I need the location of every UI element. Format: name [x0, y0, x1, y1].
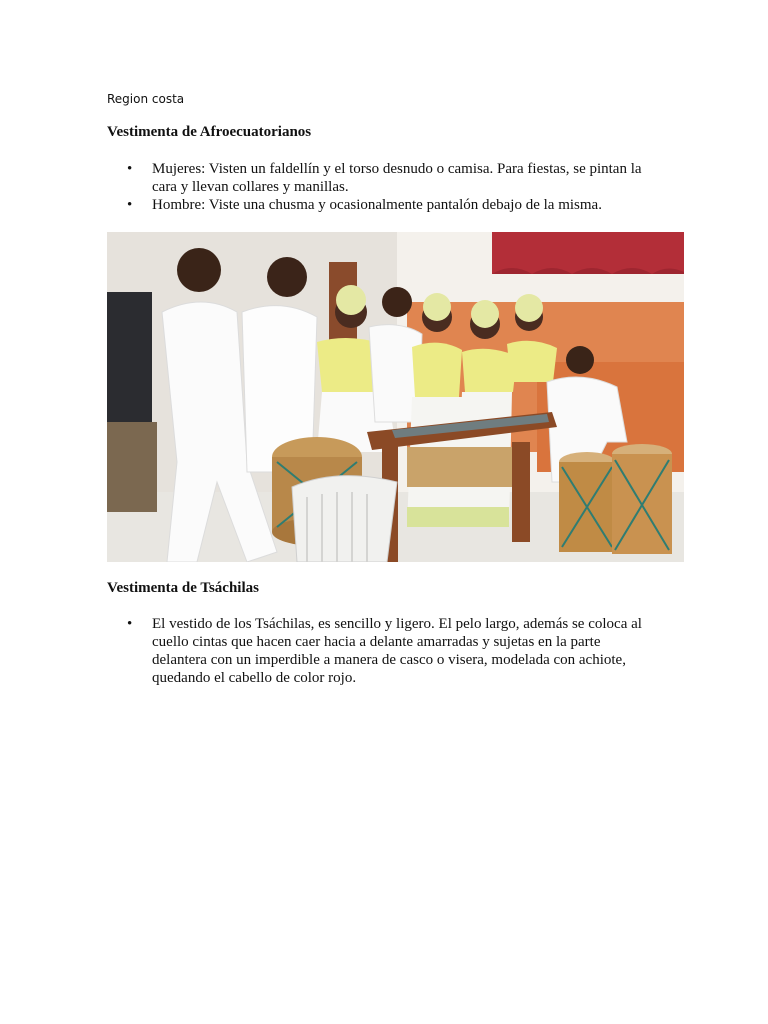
- section-heading-tsachilas: Vestimenta de Tsáchilas: [107, 580, 259, 596]
- afroecuatorianos-bullet-list: [107, 160, 647, 214]
- bullet-hombre: • Hombre: Viste una chusma y ocasionalmente pantalón debajo de la misma.: [107, 196, 647, 214]
- section-heading-afroecuatorianos: Vestimenta de Afroecuatorianos: [107, 124, 312, 140]
- bullet-tsachilas-vestido: • El vestido de los Tsáchilas, es sencillo y ligero. El pelo largo, además se coloca al cuello cintas que hacen caer hacia a delante amarradas y sujetas en la parte delantera con un imperdible a manera de casco o visera, modelada con achiote, quedando el cabello de color rojo.: [107, 615, 647, 687]
- bullet-mujeres: • Mujeres: Visten un faldellín y el torso desnudo o camisa. Para fiestas, se pintan la cara y llevan collares y manillas.: [107, 160, 647, 196]
- afroecuatorianos-group-photo: [107, 232, 684, 562]
- tsachilas-bullet-list: [107, 615, 647, 687]
- region-label: Region costa: [107, 92, 185, 106]
